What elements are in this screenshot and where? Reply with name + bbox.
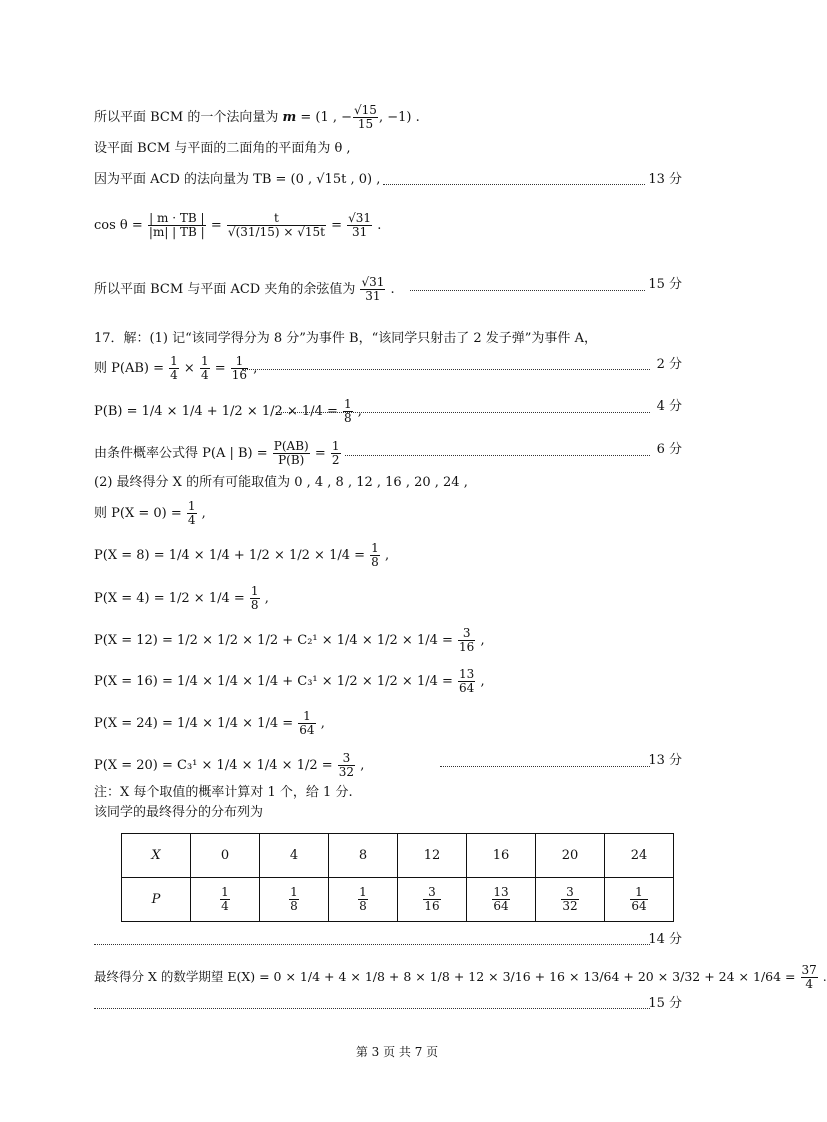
score-mark: 14 分	[648, 932, 682, 947]
table-cell: X	[122, 834, 191, 878]
p-x16-line: P(X = 16) = 1/4 × 1/4 × 1/4 + C₃¹ × 1/2 × 1/2 × 1/4 = $\frac{13}{64}$ ,	[94, 667, 485, 695]
score-mark: 13 分	[648, 172, 682, 187]
table-cell: 12	[398, 834, 467, 878]
p-x0-line: 则 P(X = 0) = $\frac{1}{4}$ ,	[94, 499, 206, 527]
table-cell: P	[122, 878, 191, 922]
leader-dots	[94, 1008, 650, 1009]
score-mark: 15 分	[648, 277, 682, 292]
leader-dots	[410, 290, 645, 291]
p-x8-line: P(X = 8) = 1/4 × 1/4 + 1/2 × 1/2 × 1/4 = $\frac{1}{8}$ ,	[94, 541, 390, 569]
table-cell: 4	[260, 834, 329, 878]
dihedral-angle-line: 设平面 BCM 与平面的二面角的平面角为 θ ,	[94, 141, 351, 156]
table-cell: $\frac{1}{64}$	[605, 878, 674, 922]
table-cell: $\frac{1}{4}$	[191, 878, 260, 922]
table-cell: $\frac{1}{8}$	[260, 878, 329, 922]
p-x4-line: P(X = 4) = 1/2 × 1/4 = $\frac{1}{8}$ ,	[94, 584, 269, 612]
table-cell: 8	[329, 834, 398, 878]
table-cell: 0	[191, 834, 260, 878]
table-cell: 24	[605, 834, 674, 878]
expectation-line: 最终得分 X 的数学期望 E(X) = 0 × 1/4 + 4 × 1/8 + 8 × 1/8 + 12 × 3/16 + 16 × 13/64 + 20 × 3/32 + 24 × 1/64 = $\frac{37}{4}$ .	[94, 963, 827, 991]
p-b-line: P(B) = 1/4 × 1/4 + 1/2 × 1/2 × 1/4 = $\frac{1}{8}$ ,	[94, 397, 362, 425]
acd-normal-line: 因为平面 ACD 的法向量为 TB = (0 , √15t , 0) ,	[94, 172, 381, 187]
table-cell: $\frac{13}{64}$	[467, 878, 536, 922]
problem-17-heading: 17．解：(1) 记“该同学得分为 8 分”为事件 B，“该同学只射击了 2 发子弹”为事件 A，	[94, 331, 597, 346]
table-cell: $\frac{3}{16}$	[398, 878, 467, 922]
score-mark: 4 分	[656, 399, 682, 414]
page-footer: 第 3 页 共 7 页	[355, 1045, 439, 1059]
cosine-result-line: 所以平面 BCM 与平面 ACD 夹角的余弦值为 $\frac{√31}{31}$ .	[94, 275, 395, 303]
table-row	[122, 834, 674, 878]
fraction: $\frac{√15}{15}$	[354, 103, 377, 131]
grading-note: 注：X 每个取值的概率计算对 1 个，给 1 分.	[94, 785, 353, 800]
score-mark: 2 分	[656, 357, 682, 372]
table-cell: 20	[536, 834, 605, 878]
leader-dots	[94, 944, 650, 945]
p-ab-line: 则 P(AB) = $\frac{1}{4}$ × $\frac{1}{4}$ = $\frac{1}{16}$ ,	[94, 354, 258, 382]
normal-vector-line: 所以平面 BCM 的一个法向量为 m = (1 , − $\frac{√15}{15}$ , −1) .	[94, 103, 420, 131]
table-row	[122, 878, 674, 922]
distribution-intro: 该同学的最终得分的分布列为	[94, 805, 264, 820]
table-cell: 16	[467, 834, 536, 878]
table-cell: $\frac{3}{32}$	[536, 878, 605, 922]
p-x12-line: P(X = 12) = 1/2 × 1/2 × 1/2 + C₂¹ × 1/4 × 1/2 × 1/4 = $\frac{3}{16}$ ,	[94, 626, 485, 654]
p-x20-line: P(X = 20) = C₃¹ × 1/4 × 1/4 × 1/2 = $\frac{3}{32}$ ,	[94, 751, 365, 779]
leader-dots	[440, 766, 650, 767]
score-mark: 13 分	[648, 753, 682, 768]
score-mark: 15 分	[648, 996, 682, 1011]
conditional-probability-line: 由条件概率公式得 P(A | B) = $\frac{P(AB)}{P(B)}$ = $\frac{1}{2}$	[94, 439, 340, 467]
possible-values-line: (2) 最终得分 X 的所有可能取值为 0 , 4 , 8 , 12 , 16 , 20 , 24 ,	[94, 475, 468, 490]
leader-dots	[276, 412, 650, 413]
table-cell: $\frac{1}{8}$	[329, 878, 398, 922]
leader-dots	[242, 369, 650, 370]
leader-dots	[383, 184, 645, 185]
score-mark: 6 分	[656, 442, 682, 457]
distribution-table	[121, 833, 674, 922]
cos-formula: cos θ = $\frac{| m \cdot TB |}{|m| | TB |}$ = $\frac{t}{√(31/15) \times √15t}$ = $\frac{√31}{31}$ .	[94, 211, 382, 239]
p-x24-line: P(X = 24) = 1/4 × 1/4 × 1/4 = $\frac{1}{64}$ ,	[94, 709, 325, 737]
leader-dots	[345, 455, 650, 456]
